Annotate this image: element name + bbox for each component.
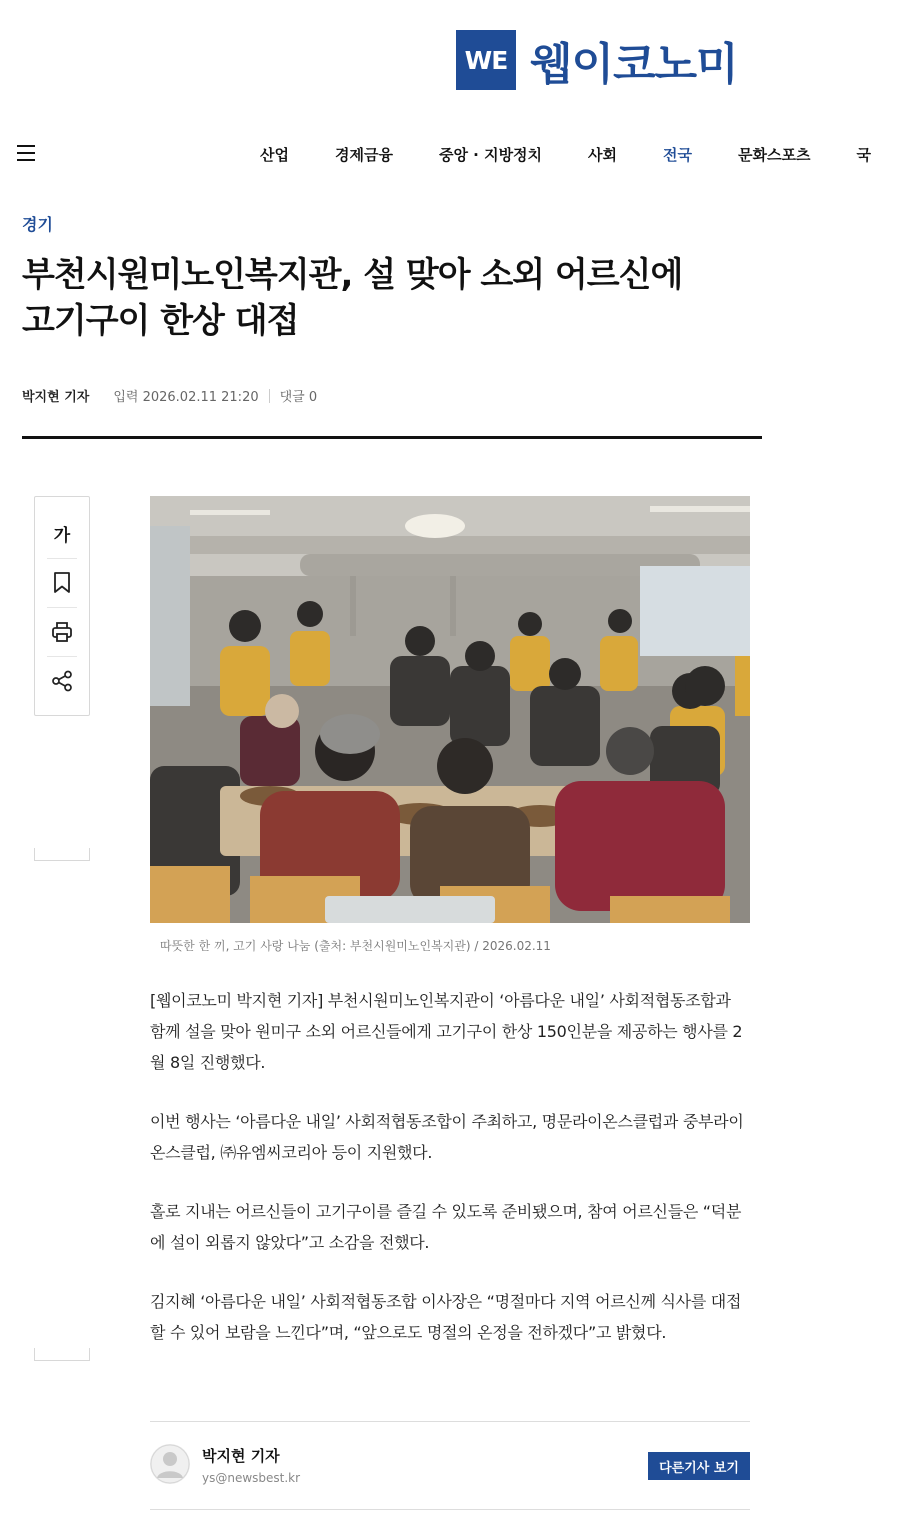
article-paragraph: 김지혜 ‘아름다운 내일’ 사회적협동조합 이사장은 “명절마다 지역 어르신께 식사를 대접할 수 있어 보람을 느낀다”며, “앞으로도 명절의 온정을 전하겠다”고 밝혔다. [150, 1292, 742, 1342]
photo-illustration [150, 496, 750, 923]
meta-divider [269, 389, 270, 403]
sidebar-stub [34, 1348, 90, 1361]
publish-date: 입력 2026.02.11 21:20 [113, 390, 259, 405]
bookmark-button[interactable] [35, 559, 89, 607]
article-meta [22, 386, 317, 405]
article-paragraph: 홀로 지내는 어르신들이 고기구이를 즐길 수 있도록 준비됐으며, 참여 어르신들은 “덕분에 설이 외롭지 않았다”고 소감을 전했다. [150, 1202, 742, 1252]
sidebar-stub [34, 848, 90, 861]
logo-text: 웹이코노미 [530, 39, 738, 90]
nav-item-politics[interactable]: 중앙 · 지방정치 [438, 146, 543, 164]
article-headline [22, 252, 782, 344]
print-button[interactable] [35, 608, 89, 656]
nav-item-truncated[interactable]: 국 [856, 146, 871, 164]
article-photo[interactable] [150, 496, 750, 923]
more-articles-button[interactable]: 다른기사 보기 [648, 1452, 750, 1480]
author-email[interactable]: ys@newsbest.kr [202, 1471, 301, 1485]
photo-caption: 따뜻한 한 끼, 고기 사랑 나눔 (출처: 부천시원미노인복지관) / 2026.02.11 [160, 939, 551, 953]
author-box-divider [150, 1421, 750, 1422]
share-icon [51, 670, 73, 692]
nav-item-nationwide[interactable]: 전국 [663, 146, 693, 164]
nav-menu [260, 144, 917, 165]
article-category[interactable]: 경기 [22, 215, 53, 234]
share-button[interactable] [35, 657, 89, 705]
print-icon [51, 621, 73, 643]
font-size-button[interactable] [35, 509, 89, 557]
font-size-label: 가 [53, 525, 71, 546]
header-rule [22, 436, 762, 439]
article-body [150, 985, 750, 1376]
author-avatar [150, 1444, 190, 1484]
headline-line-2: 고기구이 한상 대접 [22, 301, 299, 341]
article-paragraph: [웹이코노미 박지현 기자] 부천시원미노인복지관이 ‘아름다운 내일’ 사회적협동조합과 함께 설을 맞아 원미구 소외 어르신들에게 고기구이 한상 150인분을 제공하는 행사를 2월 8일 진행했다. [150, 991, 743, 1072]
bookmark-icon [53, 572, 71, 594]
article-tools [34, 496, 90, 716]
article-author: 박지현 기자 [22, 390, 90, 405]
comment-count[interactable]: 댓글 0 [279, 390, 318, 405]
avatar-placeholder-icon [150, 1444, 190, 1484]
nav-item-economy-finance[interactable]: 경제금융 [334, 146, 393, 164]
author-name[interactable]: 박지현 기자 [202, 1447, 280, 1465]
nav-item-culture-sports[interactable]: 문화스포츠 [738, 146, 811, 164]
author-box-divider [150, 1509, 750, 1510]
headline-line-1: 부천시원미노인복지관, 설 맞아 소외 어르신에 [22, 255, 683, 295]
nav-item-society[interactable]: 사회 [588, 146, 618, 164]
main-nav [0, 130, 871, 178]
hamburger-menu-icon[interactable] [17, 145, 35, 161]
nav-item-industry[interactable]: 산업 [260, 146, 289, 164]
logo-mark: WE [456, 30, 516, 90]
article-paragraph: 이번 행사는 ‘아름다운 내일’ 사회적협동조합이 주최하고, 명문라이온스클럽과 중부라이온스클럽, ㈜유엠씨코리아 등이 지원했다. [150, 1112, 744, 1162]
site-logo[interactable] [456, 28, 738, 92]
